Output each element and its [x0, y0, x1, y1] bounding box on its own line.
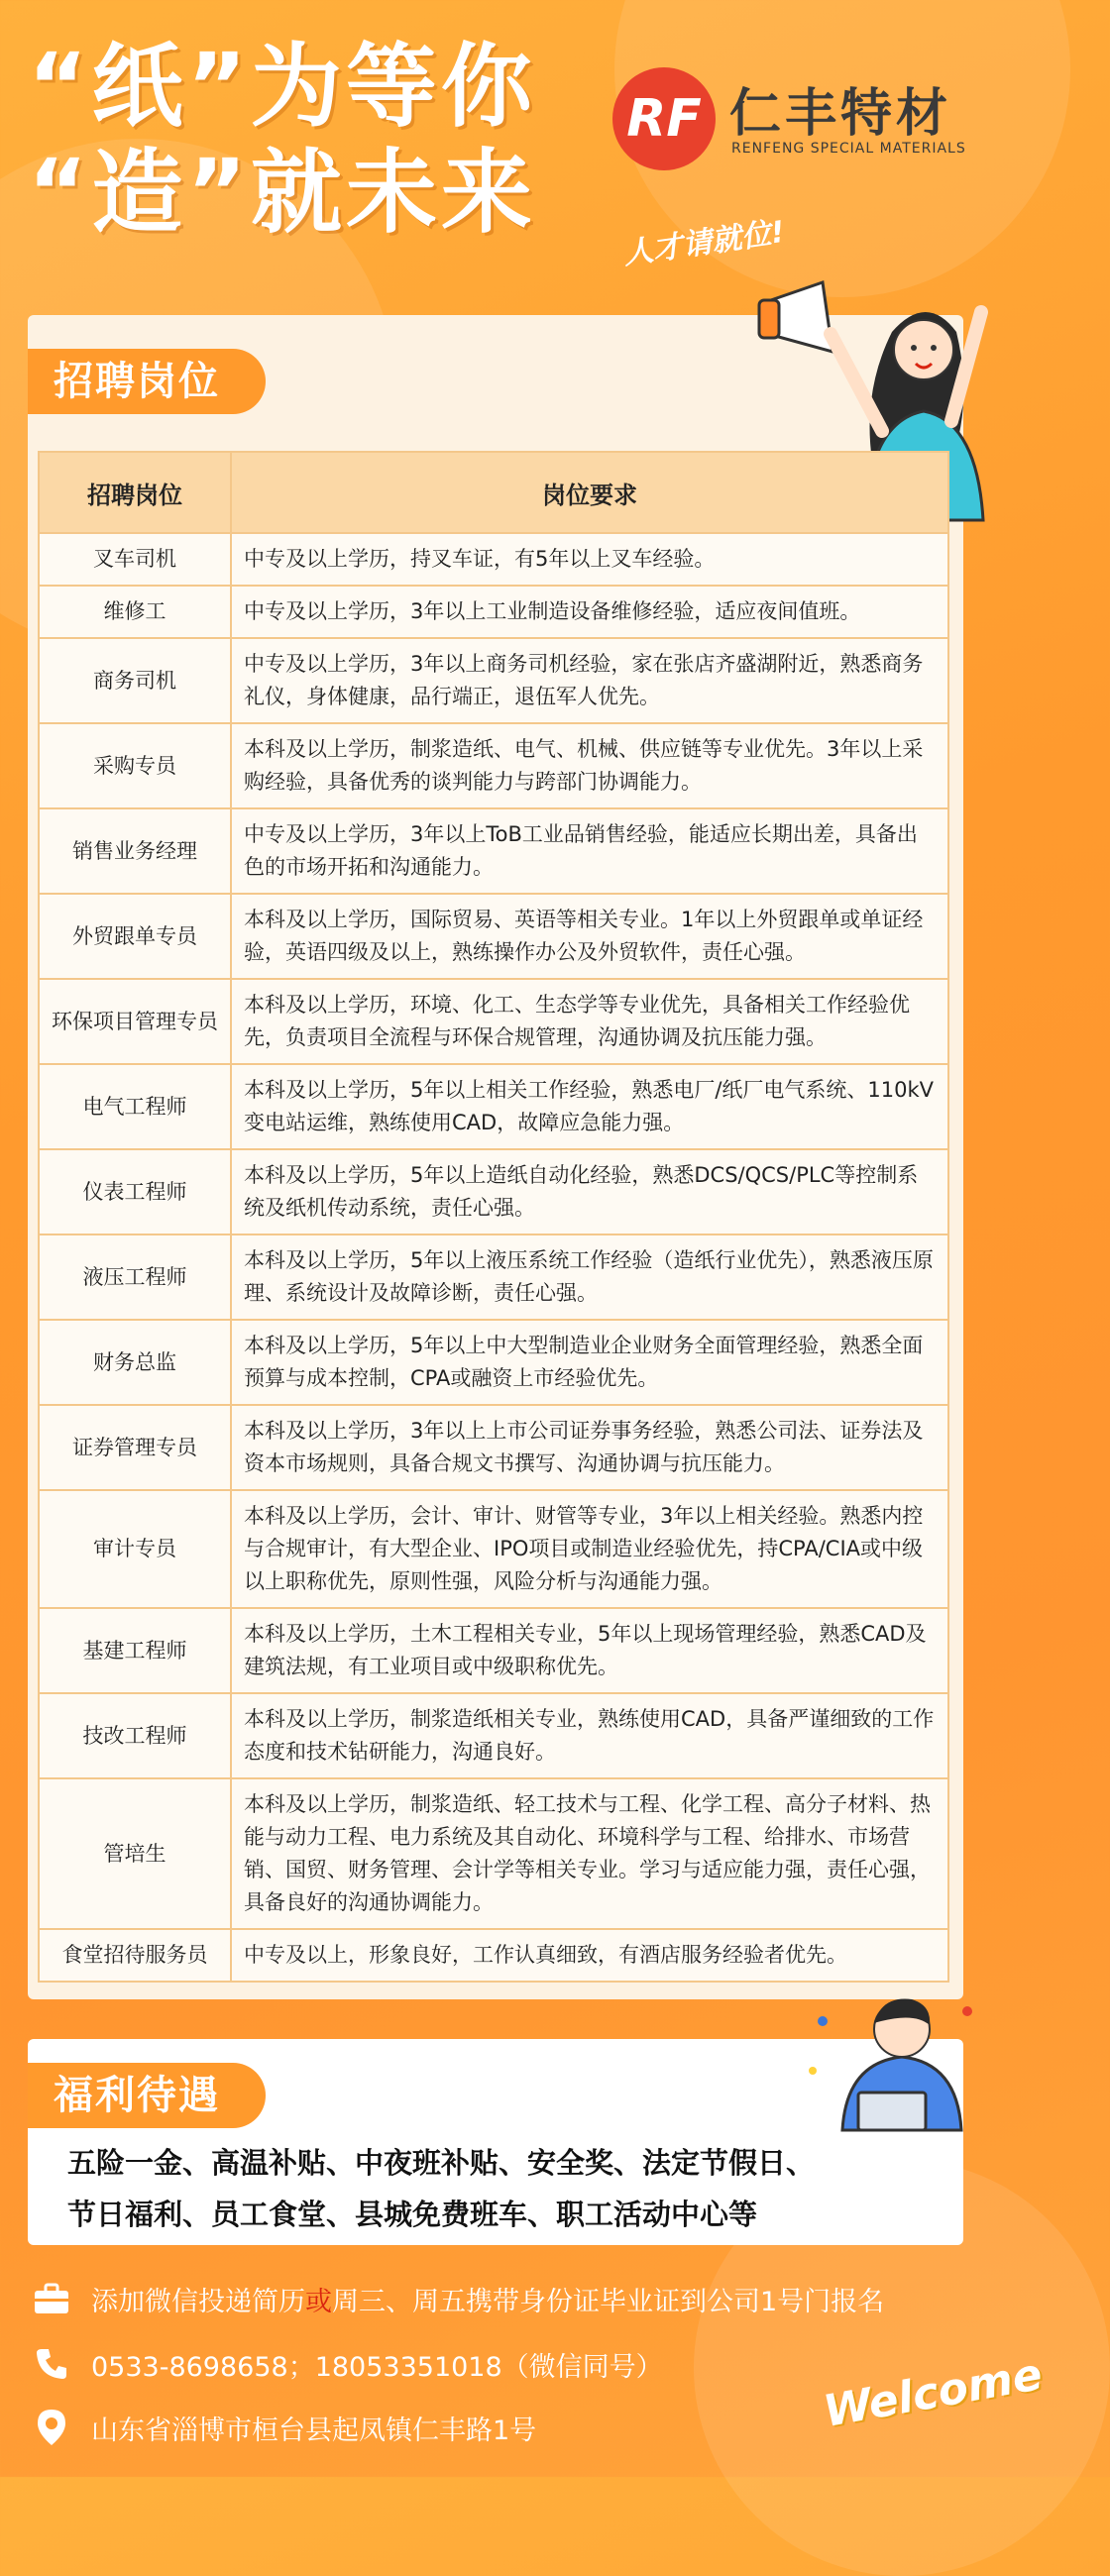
table-row — [39, 979, 948, 1064]
table-row — [39, 1608, 948, 1693]
company-address: 山东省淄博市桓台县起凤镇仁丰路1号 — [91, 2415, 537, 2446]
apply-text-2: 周三、周五携带身份证毕业证到公司1号门报名 — [332, 2286, 885, 2317]
address-contact — [30, 2406, 536, 2449]
job-position: 电气工程师 — [39, 1064, 231, 1149]
job-requirements: 本科及以上学历，制浆造纸、轻工技术与工程、化学工程、高分子材料、热能与动力工程、电力系统及其自动化、环境科学与工程、给排水、市场营销、国贸、财务管理、会计学等相关专业。学习与适应能力强，责任心强，具备良好的沟通协调能力。 — [231, 1778, 948, 1929]
job-position: 环保项目管理专员 — [39, 979, 231, 1064]
table-row — [39, 1929, 948, 1982]
headline-line-2: “造”就未来 — [28, 139, 536, 246]
table-row — [39, 1234, 948, 1320]
table-row — [39, 723, 948, 808]
jobs-table — [38, 451, 949, 1983]
job-requirements: 本科及以上学历，5年以上造纸自动化经验，熟悉DCS/QCS/PLC等控制系统及纸机传动系统，责任心强。 — [231, 1149, 948, 1234]
logo-mark: RF — [612, 67, 716, 170]
job-position: 证券管理专员 — [39, 1405, 231, 1490]
man-with-laptop-illustration — [783, 1982, 991, 2130]
apply-text-1: 添加微信投递简历 — [91, 2286, 305, 2317]
job-position: 商务司机 — [39, 638, 231, 723]
phone-contact — [30, 2342, 663, 2386]
table-row — [39, 894, 948, 979]
logo-company-name: 仁丰特材 — [729, 84, 952, 144]
benefits-line-1: 五险一金、高温补贴、中夜班补贴、安全奖、法定节假日、 — [67, 2146, 816, 2180]
job-requirements: 本科及以上学历，5年以上液压系统工作经验（造纸行业优先），熟悉液压原理、系统设计及故障诊断，责任心强。 — [231, 1234, 948, 1320]
job-requirements: 中专及以上学历，3年以上商务司机经验，家在张店齐盛湖附近，熟悉商务礼仪，身体健康，品行端正，退伍军人优先。 — [231, 638, 948, 723]
job-position: 食堂招待服务员 — [39, 1929, 231, 1982]
job-position: 财务总监 — [39, 1320, 231, 1405]
job-requirements: 中专及以上学历，3年以上工业制造设备维修经验，适应夜间值班。 — [231, 586, 948, 638]
job-position: 仪表工程师 — [39, 1149, 231, 1234]
table-row — [39, 808, 948, 894]
table-row — [39, 586, 948, 638]
table-row — [39, 1149, 948, 1234]
table-row — [39, 1405, 948, 1490]
job-position: 基建工程师 — [39, 1608, 231, 1693]
table-row — [39, 1064, 948, 1149]
logo-english-name: RENFENG SPECIAL MATERIALS — [731, 141, 966, 157]
job-requirements: 本科及以上学历，制浆造纸相关专业，熟练使用CAD，具备严谨细致的工作态度和技术钻研能力，沟通良好。 — [231, 1693, 948, 1778]
job-requirements: 本科及以上学历，会计、审计、财管等专业，3年以上相关经验。熟悉内控与合规审计，有大型企业、IPO项目或制造业经验优先，持CPA/CIA或中级以上职称优先，原则性强，风险分析与沟通能力强。 — [231, 1490, 948, 1608]
apply-text-or: 或 — [305, 2286, 332, 2317]
slogan: 人才请就位! — [620, 214, 787, 272]
table-row — [39, 1778, 948, 1929]
table-row — [39, 1320, 948, 1405]
job-requirements: 本科及以上学历，5年以上相关工作经验，熟悉电厂/纸厂电气系统、110kV变电站运维，熟练使用CAD，故障应急能力强。 — [231, 1064, 948, 1149]
table-header-row — [39, 452, 948, 533]
column-header-position: 招聘岗位 — [39, 452, 231, 533]
job-requirements: 中专及以上学历，3年以上ToB工业品销售经验，能适应长期出差，具备出色的市场开拓和沟通能力。 — [231, 808, 948, 894]
apply-method — [30, 2277, 884, 2320]
job-requirements: 本科及以上学历，5年以上中大型制造业企业财务全面管理经验，熟悉全面预算与成本控制，CPA或融资上市经验优先。 — [231, 1320, 948, 1405]
megaphone-icon — [759, 282, 832, 352]
table-row — [39, 1490, 948, 1608]
job-position: 审计专员 — [39, 1490, 231, 1608]
headline-line-1: “纸”为等你 — [28, 34, 536, 140]
job-requirements: 本科及以上学历，制浆造纸、电气、机械、供应链等专业优先。3年以上采购经验，具备优秀的谈判能力与跨部门协调能力。 — [231, 723, 948, 808]
job-position: 维修工 — [39, 586, 231, 638]
job-position: 液压工程师 — [39, 1234, 231, 1320]
benefits-list — [67, 2137, 940, 2240]
job-position: 叉车司机 — [39, 533, 231, 586]
table-row — [39, 1693, 948, 1778]
job-position: 技改工程师 — [39, 1693, 231, 1778]
job-position: 销售业务经理 — [39, 808, 231, 894]
jobs-section-title: 招聘岗位 — [28, 349, 266, 414]
job-requirements: 中专及以上学历，持叉车证，有5年以上叉车经验。 — [231, 533, 948, 586]
table-row — [39, 638, 948, 723]
job-requirements: 本科及以上学历，环境、化工、生态学等专业优先，具备相关工作经验优先，负责项目全流程与环保合规管理，沟通协调及抗压能力强。 — [231, 979, 948, 1064]
column-header-requirements: 岗位要求 — [231, 452, 948, 533]
job-requirements: 本科及以上学历，国际贸易、英语等相关专业。1年以上外贸跟单或单证经验，英语四级及以上，熟练操作办公及外贸软件，责任心强。 — [231, 894, 948, 979]
table-row — [39, 533, 948, 586]
benefits-section-title: 福利待遇 — [28, 2063, 266, 2128]
job-position: 采购专员 — [39, 723, 231, 808]
job-requirements: 本科及以上学历，3年以上上市公司证券事务经验，熟悉公司法、证券法及资本市场规则，具备合规文书撰写、沟通协调与抗压能力。 — [231, 1405, 948, 1490]
phone-numbers: 0533-8698658；18053351018（微信同号） — [91, 2351, 663, 2383]
job-requirements: 本科及以上学历，土木工程相关专业，5年以上现场管理经验，熟悉CAD及建筑法规，有工业项目或中级职称优先。 — [231, 1608, 948, 1693]
welcome-decoration: Welcome — [820, 2349, 1047, 2437]
job-position: 管培生 — [39, 1778, 231, 1929]
company-logo — [612, 59, 969, 168]
job-position: 外贸跟单专员 — [39, 894, 231, 979]
location-pin-icon — [30, 2406, 73, 2449]
phone-icon — [30, 2342, 73, 2386]
briefcase-icon — [30, 2277, 73, 2320]
benefits-line-2: 节日福利、员工食堂、县城免费班车、职工活动中心等 — [67, 2198, 758, 2231]
headline — [28, 34, 536, 246]
job-requirements: 中专及以上，形象良好，工作认真细致，有酒店服务经验者优先。 — [231, 1929, 948, 1982]
